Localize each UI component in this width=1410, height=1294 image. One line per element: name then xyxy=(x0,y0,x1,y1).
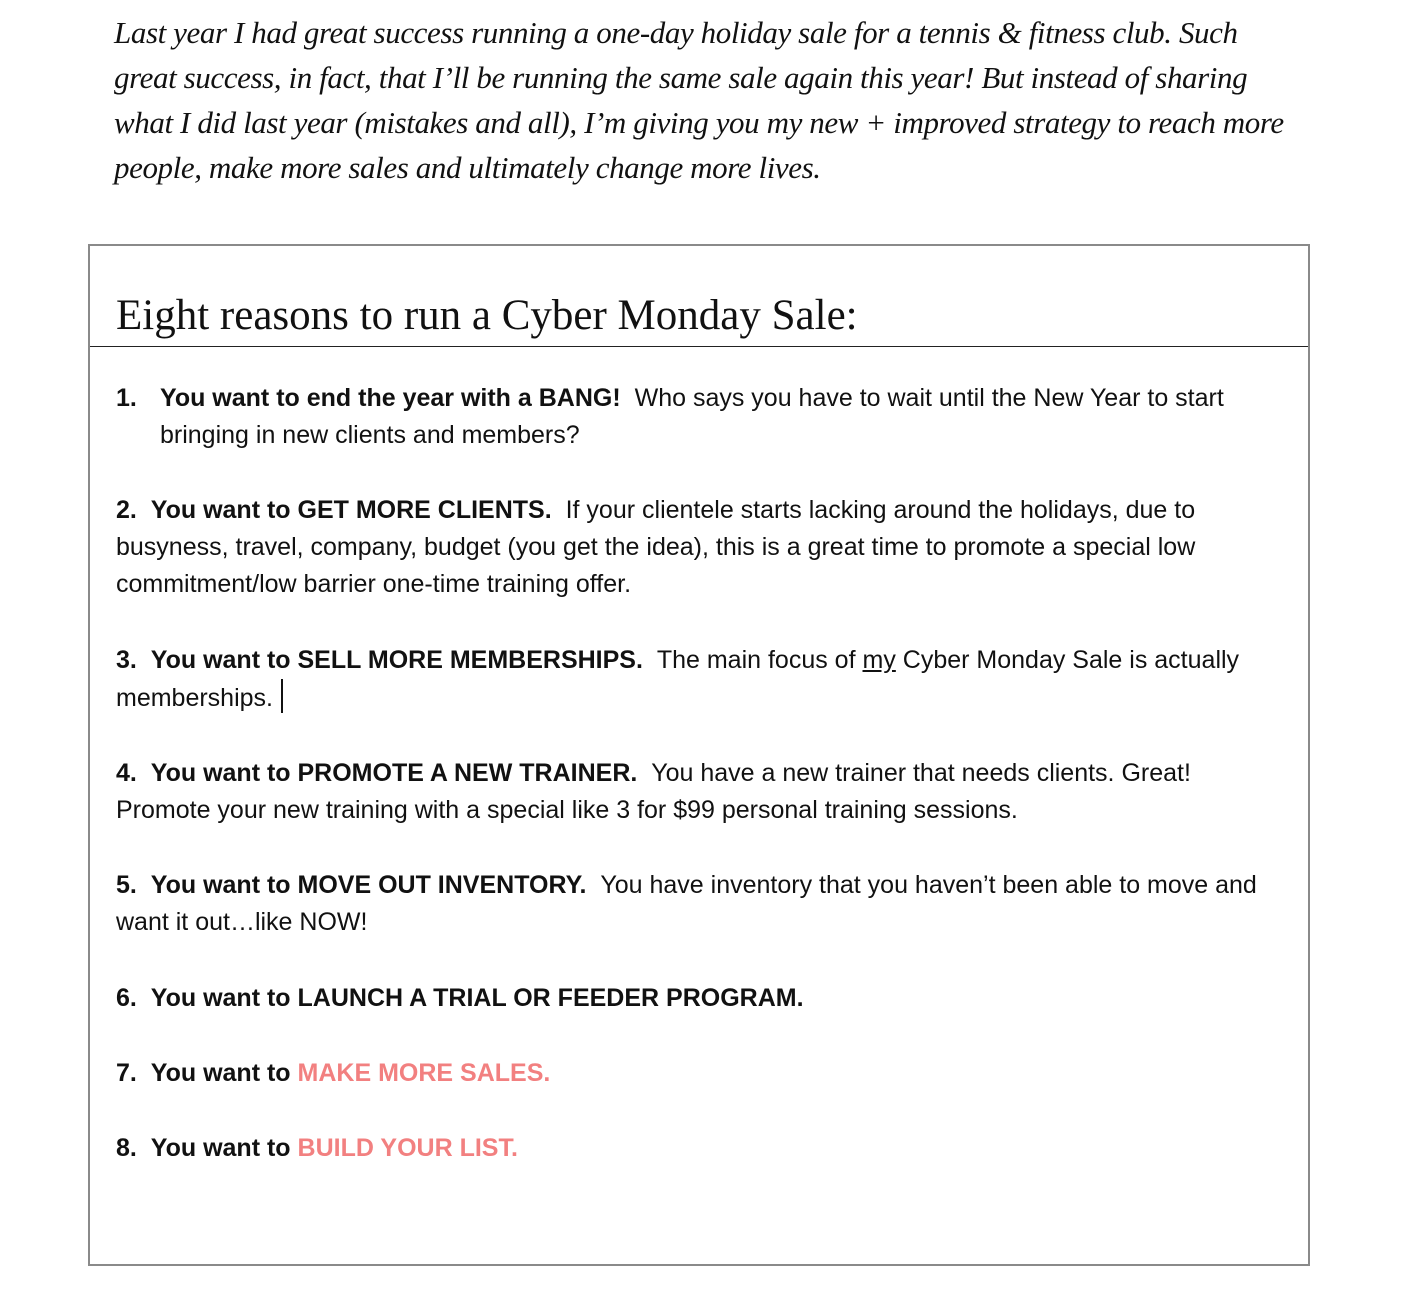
reason-item-6 xyxy=(116,980,1286,1017)
reason-number: 8. xyxy=(116,1134,137,1162)
reason-item-3 xyxy=(116,642,1286,717)
reason-underlined-word: my xyxy=(862,646,896,674)
reason-number: 6. xyxy=(116,984,137,1012)
reason-text: Who says you have to wait until the New Year to start bringing in new clients and members? xyxy=(160,384,1224,449)
reason-heading: You want to xyxy=(150,1134,291,1162)
reason-item-1 xyxy=(116,380,1286,454)
box-title: Eight reasons to run a Cyber Monday Sale: xyxy=(116,292,858,339)
reason-item-4 xyxy=(116,755,1286,829)
reason-number: 2. xyxy=(116,496,137,524)
reason-heading: You want to end the year with a BANG! xyxy=(160,384,621,412)
intro-paragraph: Last year I had great success running a one-day holiday sale for a tennis & fitness club. Such great success, in fact, that I’ll be running the same sale again this year! But instead of sharing what I did last year (mistakes and all), I’m giving you my new + improved strategy to reach more people, make more sales and ultimately change more lives. xyxy=(114,15,1284,185)
reason-number: 3. xyxy=(116,646,137,674)
reason-heading: You want to xyxy=(150,1059,291,1087)
reason-heading: You want to MOVE OUT INVENTORY. xyxy=(150,871,587,899)
reason-number: 5. xyxy=(116,871,137,899)
reason-text: You have a new trainer that needs clients. Great! Promote your new training with a special like 3 for $99 personal training sessions. xyxy=(116,759,1191,824)
text-cursor xyxy=(281,679,283,713)
title-divider xyxy=(90,346,1308,347)
reason-text-after: Cyber Monday Sale is actually memberships. xyxy=(116,646,1240,712)
reason-item-2 xyxy=(116,492,1286,603)
reason-number: 4. xyxy=(116,759,137,787)
reason-text: If your clientele starts lacking around the holidays, due to busyness, travel, company, budget (you get the idea), this is a great time to promote a special low commitment/low barrier one-time training offer. xyxy=(116,496,1196,598)
reason-text-before: The main focus of xyxy=(656,646,856,674)
reason-item-5 xyxy=(116,867,1286,941)
reason-accent: MAKE MORE SALES. xyxy=(297,1059,551,1087)
reason-number: 7. xyxy=(116,1059,137,1087)
reason-text: You have inventory that you haven’t been able to move and want it out…like NOW! xyxy=(116,871,1257,936)
reason-item-7 xyxy=(116,1055,1286,1092)
reason-heading: You want to PROMOTE A NEW TRAINER. xyxy=(150,759,638,787)
reason-heading: You want to SELL MORE MEMBERSHIPS. xyxy=(150,646,643,674)
reasons-box xyxy=(88,244,1310,1266)
reason-item-8 xyxy=(116,1130,1286,1167)
reason-heading: You want to GET MORE CLIENTS. xyxy=(150,496,552,524)
reason-heading: You want to LAUNCH A TRIAL OR FEEDER PROGRAM. xyxy=(150,984,804,1012)
reason-number: 1. xyxy=(116,384,137,412)
reason-accent: BUILD YOUR LIST. xyxy=(297,1134,518,1162)
